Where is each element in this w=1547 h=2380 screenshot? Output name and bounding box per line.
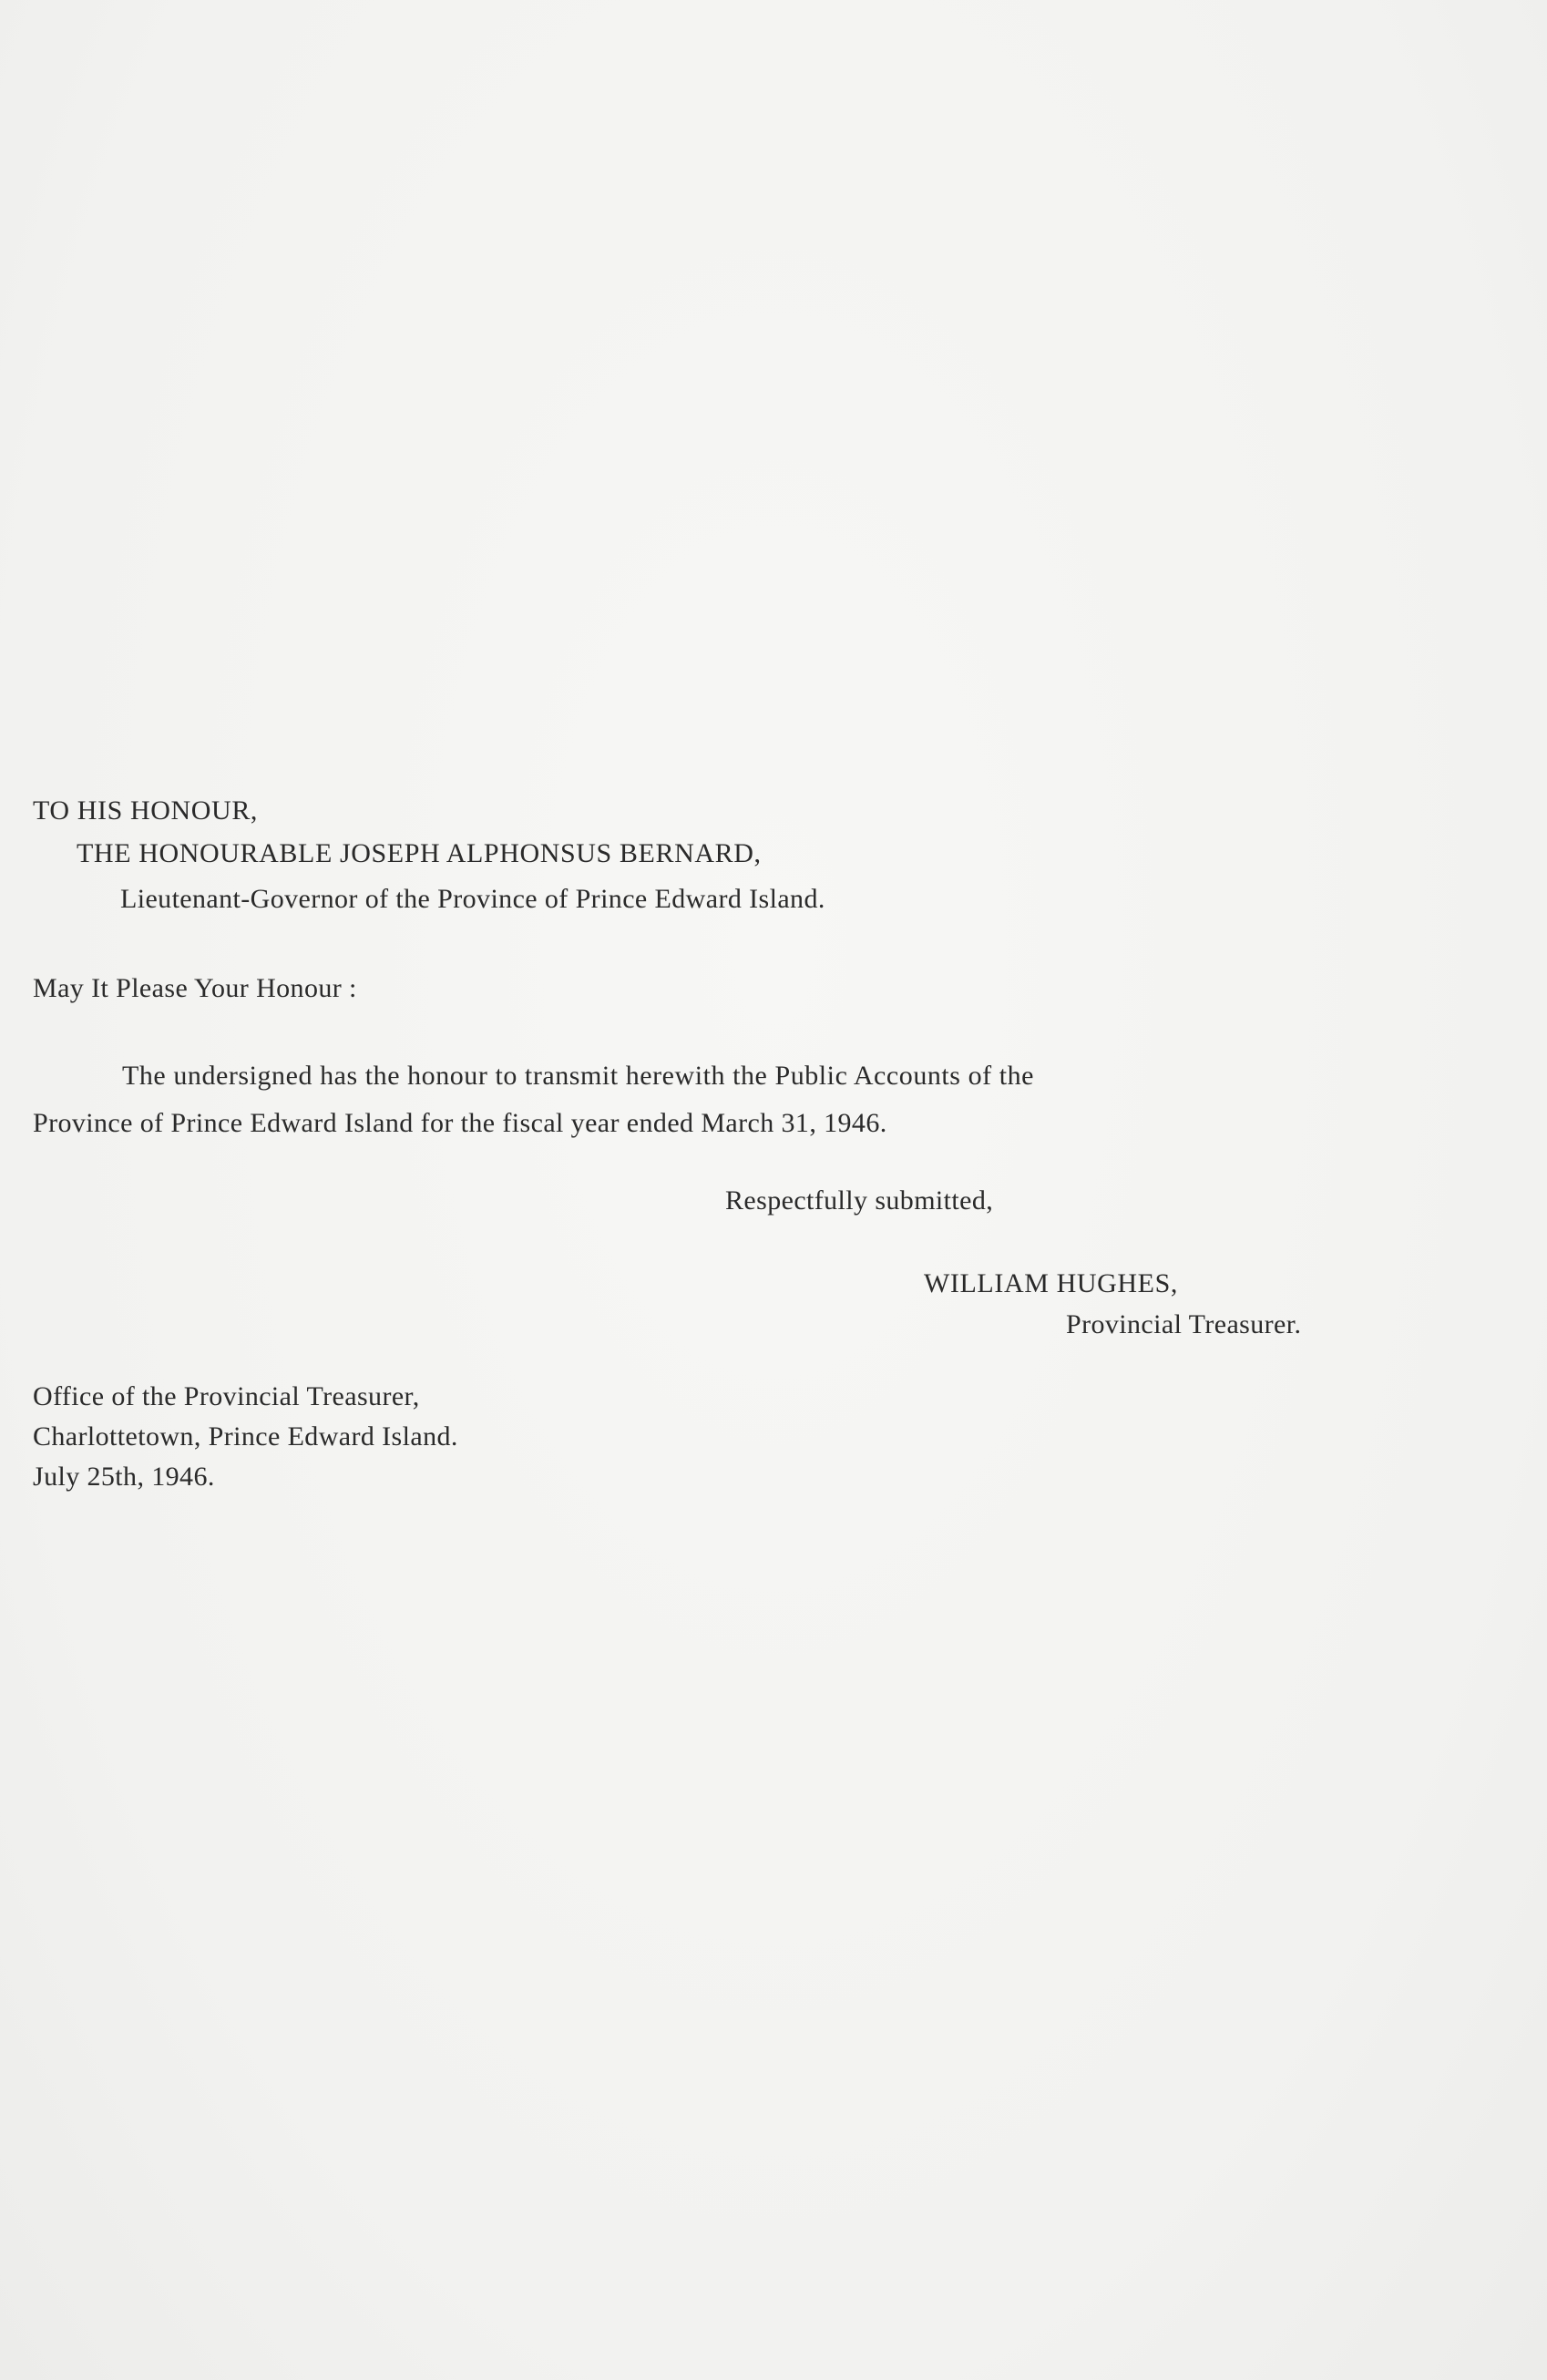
salutation: May It Please Your Honour : — [33, 973, 357, 1003]
body-line-2: Province of Prince Edward Island for the fiscal year ended March 31, 1946. — [33, 1108, 887, 1138]
office-line-3: July 25th, 1946. — [33, 1462, 215, 1492]
office-line-2: Charlottetown, Prince Edward Island. — [33, 1421, 458, 1452]
body-line-1: The undersigned has the honour to transmit herewith the Public Accounts of the — [122, 1061, 1035, 1091]
address-line-office: Lieutenant-Governor of the Province of Prince Edward Island. — [120, 884, 825, 914]
signature-name: WILLIAM HUGHES, — [924, 1268, 1178, 1298]
closing: Respectfully submitted, — [725, 1185, 994, 1216]
address-line-recipient: TO HIS HONOUR, — [33, 795, 259, 826]
signature-title: Provincial Treasurer. — [1066, 1309, 1302, 1339]
address-line-name: THE HONOURABLE JOSEPH ALPHONSUS BERNARD, — [77, 838, 762, 868]
office-line-1: Office of the Provincial Treasurer, — [33, 1381, 420, 1411]
